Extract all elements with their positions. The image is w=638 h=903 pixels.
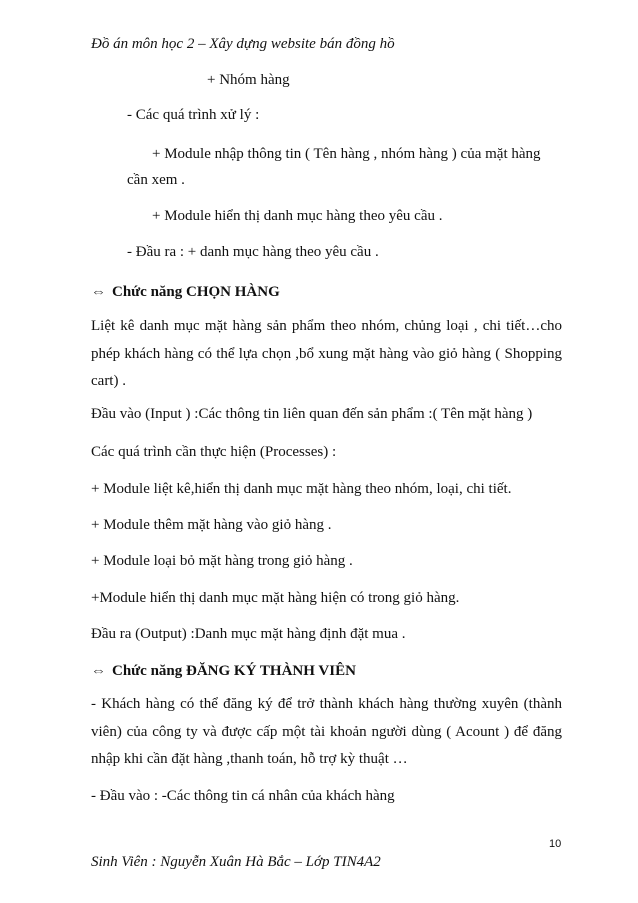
- section-choose-module-2: + Module thêm mặt hàng vào giỏ hàng .: [91, 517, 332, 533]
- double-arrow-icon: ⇔: [91, 663, 106, 679]
- section-choose-module-1: + Module liệt kê,hiển thị danh mục mặt hàng theo nhóm, loại, chi tiết.: [91, 481, 512, 497]
- section-choose-title: Chức năng CHỌN HÀNG: [112, 284, 280, 300]
- page-number: 10: [549, 838, 562, 850]
- module-display-line: + Module hiển thị danh mục hàng theo yêu cầu .: [152, 208, 443, 224]
- section-choose-heading: [91, 284, 280, 301]
- section-choose-intro: Liệt kê danh mục mặt hàng sản phẩm theo nhóm, chủng loại , chi tiết…cho phép khách hàng có thể lựa chọn ,bổ xung mặt hàng vào giỏ hàng ( Shopping cart) .: [91, 318, 562, 389]
- output-line: - Đầu ra : + danh mục hàng theo yêu cầu .: [127, 244, 379, 260]
- module-input-line-1: + Module nhập thông tin ( Tên hàng , nhóm hàng ) của mặt hàng: [152, 146, 541, 162]
- process-title: - Các quá trình xử lý :: [127, 107, 260, 123]
- section-choose-input: Đầu vào (Input ) :Các thông tin liên quan đến sản phẩm :( Tên mặt hàng ): [91, 406, 533, 422]
- page-footer: Sinh Viên : Nguyễn Xuân Hà Bắc – Lớp TIN4A2: [91, 854, 381, 870]
- section-register-intro: - Khách hàng có thể đăng ký để trở thành khách hàng thường xuyên (thành viên) của công ty và được cấp một tài khoản người dùng ( Acount ) để đăng nhập khi cần đặt hàng ,thanh toán, hỗ trợ kỳ thuật …: [91, 696, 562, 767]
- double-arrow-icon: ⇔: [91, 284, 106, 300]
- section-choose-module-3: + Module loại bỏ mặt hàng trong giỏ hàng .: [91, 553, 353, 569]
- section-register-title: Chức năng ĐĂNG KÝ THÀNH VIÊN: [112, 663, 356, 679]
- section-choose-output: Đầu ra (Output) :Danh mục mặt hàng định đặt mua .: [91, 626, 406, 642]
- section-register-input: - Đầu vào : -Các thông tin cá nhân của khách hàng: [91, 788, 395, 804]
- section-choose-module-4: +Module hiển thị danh mục mặt hàng hiện có trong giỏ hàng.: [91, 590, 460, 606]
- section-choose-processes: Các quá trình cần thực hiện (Processes) :: [91, 444, 337, 460]
- section-register-heading: [91, 663, 356, 680]
- module-input-line-2: cần xem .: [127, 172, 185, 188]
- page-header: Đồ án môn học 2 – Xây dựng website bán đồng hồ: [91, 36, 395, 52]
- group-line: + Nhóm hàng: [207, 72, 290, 88]
